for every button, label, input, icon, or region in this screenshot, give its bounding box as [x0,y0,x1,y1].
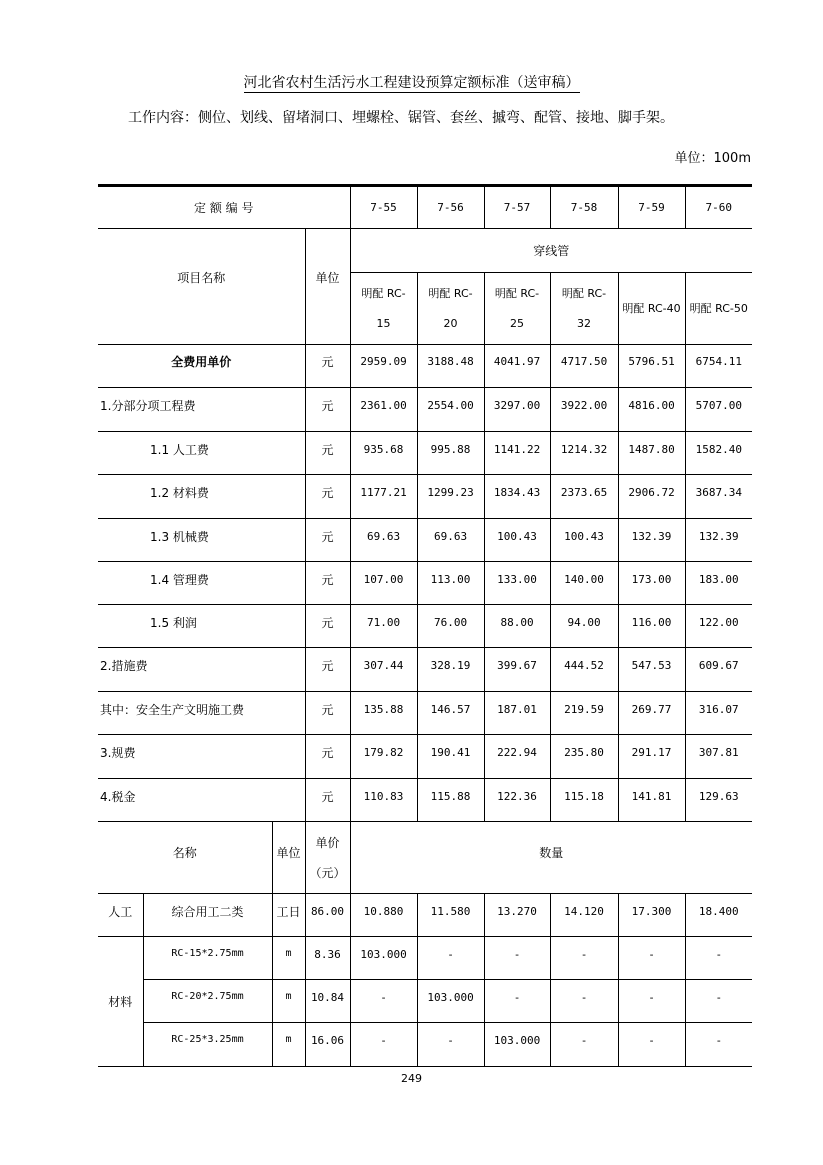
cost-value: 269.77 [618,692,685,735]
cost-name: 1.3 机械费 [98,519,305,562]
cost-row [98,519,752,562]
cost-value: 69.63 [350,519,417,562]
cost-value: 173.00 [618,562,685,605]
sub-item-line1: 明配 RC- [494,286,540,300]
material-quantity: - [417,1023,484,1067]
price-header-line1: 单价 [315,835,340,850]
quota-table [98,184,752,1067]
material-price: 10.84 [305,980,350,1023]
quota-code: 7-57 [484,186,550,229]
cost-name: 1.分部分项工程费 [98,388,305,432]
cost-unit: 元 [305,475,350,519]
cost-row [98,735,752,779]
material-quantity: - [685,1023,752,1067]
cost-value: 187.01 [484,692,550,735]
material-quantity: - [484,980,550,1023]
cost-value: 3687.34 [685,475,752,519]
cost-row [98,475,752,519]
quota-code: 7-60 [685,186,752,229]
quantity-header: 数量 [350,822,752,894]
cost-value: 129.63 [685,779,752,822]
sub-item-line1: 明配 RC-50 [689,301,748,315]
cost-value: 100.43 [550,519,618,562]
cost-value: 3188.48 [417,345,484,388]
cost-value: 135.88 [350,692,417,735]
document-title-text: 河北省农村生活污水工程建设预算定额标准（送审稿） [243,75,580,91]
cost-value: 115.88 [417,779,484,822]
material-quantity: - [685,980,752,1023]
work-content: 工作内容：侧位、划线、留堵洞口、埋螺栓、锯管、套丝、摵弯、配管、接地、脚手架。 [128,110,674,126]
quota-code: 7-55 [350,186,417,229]
labor-quantity: 10.880 [350,894,417,937]
material-quantity: - [550,1023,618,1067]
cost-unit: 元 [305,432,350,475]
material-price: 16.06 [305,1023,350,1067]
cost-name: 1.2 材料费 [98,475,305,519]
cost-row [98,605,752,648]
cost-unit: 元 [305,562,350,605]
cost-value: 444.52 [550,648,618,692]
cost-value: 110.83 [350,779,417,822]
material-quantity: 103.000 [417,980,484,1023]
sub-item-line2: 32 [577,316,592,330]
cost-value: 2361.00 [350,388,417,432]
sub-item-line1: 明配 RC- [361,286,406,300]
quota-code: 7-59 [618,186,685,229]
material-unit: m [272,937,305,980]
group-header-row [98,229,752,273]
cost-value: 1582.40 [685,432,752,475]
cost-value: 5707.00 [685,388,752,432]
cost-value: 133.00 [484,562,550,605]
cost-value: 113.00 [417,562,484,605]
material-name: RC-20*2.75mm [143,980,272,1023]
material-price: 8.36 [305,937,350,980]
cost-unit: 元 [305,519,350,562]
sub-item-line1: 明配 RC- [428,286,473,300]
sub-item-line1: 明配 RC-40 [622,301,681,315]
material-quantity: - [484,937,550,980]
resource-name-header: 名称 [98,822,272,894]
sub-item-header [350,273,417,345]
cost-value: 1214.32 [550,432,618,475]
cost-value: 69.63 [417,519,484,562]
material-quantity: - [618,1023,685,1067]
labor-quantity: 11.580 [417,894,484,937]
cost-value: 4041.97 [484,345,550,388]
sub-item-header [685,273,752,345]
cost-value: 4717.50 [550,345,618,388]
cost-value: 291.17 [618,735,685,779]
sub-item-header [550,273,618,345]
cost-value: 190.41 [417,735,484,779]
cost-name: 4.税金 [98,779,305,822]
sub-item-header [417,273,484,345]
cost-value: 307.81 [685,735,752,779]
cost-value: 328.19 [417,648,484,692]
cost-value: 399.67 [484,648,550,692]
cost-name: 3.规费 [98,735,305,779]
material-quantity: - [618,937,685,980]
resource-header-row [98,822,752,894]
cost-value: 179.82 [350,735,417,779]
quota-code-label: 定 额 编 号 [98,186,350,229]
material-name: RC-25*3.25mm [143,1023,272,1067]
material-name: RC-15*2.75mm [143,937,272,980]
material-quantity: - [685,937,752,980]
material-quantity: - [550,937,618,980]
cost-value: 122.00 [685,605,752,648]
material-quantity: - [350,980,417,1023]
unit-header: 单位 [305,229,350,345]
labor-name: 综合用工二类 [143,894,272,937]
cost-value: 132.39 [618,519,685,562]
cost-value: 2554.00 [417,388,484,432]
cost-value: 316.07 [685,692,752,735]
cost-value: 76.00 [417,605,484,648]
labor-quantity: 14.120 [550,894,618,937]
cost-value: 122.36 [484,779,550,822]
material-quantity: - [550,980,618,1023]
material-quantity: - [618,980,685,1023]
cost-row [98,562,752,605]
cost-value: 132.39 [685,519,752,562]
cost-value: 5796.51 [618,345,685,388]
cost-value: 1299.23 [417,475,484,519]
quota-code: 7-56 [417,186,484,229]
material-row [98,937,752,980]
quota-code: 7-58 [550,186,618,229]
cost-value: 94.00 [550,605,618,648]
cost-value: 1834.43 [484,475,550,519]
material-row [98,980,752,1023]
sub-item-line2: 15 [376,316,391,330]
page-number: 249 [401,1072,422,1085]
sub-item-header [484,273,550,345]
cost-value: 222.94 [484,735,550,779]
cost-value: 115.18 [550,779,618,822]
cost-value: 1487.80 [618,432,685,475]
cost-value: 4816.00 [618,388,685,432]
cost-row [98,432,752,475]
material-quantity: - [417,937,484,980]
cost-value: 2906.72 [618,475,685,519]
material-category: 材料 [98,937,143,1067]
cost-name: 全费用单价 [98,345,305,388]
sub-item-line1: 明配 RC- [561,286,607,300]
cost-unit: 元 [305,692,350,735]
cost-value: 609.67 [685,648,752,692]
cost-name: 2.措施费 [98,648,305,692]
cost-row [98,648,752,692]
labor-quantity: 18.400 [685,894,752,937]
labor-category: 人工 [98,894,143,937]
unit-label: 单位：100m [674,151,751,166]
cost-unit: 元 [305,345,350,388]
cost-value: 307.44 [350,648,417,692]
material-row [98,1023,752,1067]
cost-value: 88.00 [484,605,550,648]
cost-name: 1.1 人工费 [98,432,305,475]
labor-row [98,894,752,937]
cost-value: 3297.00 [484,388,550,432]
quota-code-row [98,186,752,229]
cost-unit: 元 [305,735,350,779]
group-header: 穿线管 [350,229,752,273]
cost-unit: 元 [305,605,350,648]
cost-value: 140.00 [550,562,618,605]
cost-value: 183.00 [685,562,752,605]
sub-item-line2: 20 [443,316,458,330]
cost-row [98,692,752,735]
cost-value: 71.00 [350,605,417,648]
cost-unit: 元 [305,648,350,692]
sub-item-line2: 25 [510,316,525,330]
cost-value: 235.80 [550,735,618,779]
labor-quantity: 13.270 [484,894,550,937]
cost-value: 935.68 [350,432,417,475]
resource-unit-header: 单位 [272,822,305,894]
cost-value: 116.00 [618,605,685,648]
cost-value: 6754.11 [685,345,752,388]
sub-item-header [618,273,685,345]
material-quantity: 103.000 [350,937,417,980]
cost-name: 1.4 管理费 [98,562,305,605]
cost-value: 1141.22 [484,432,550,475]
cost-value: 3922.00 [550,388,618,432]
resource-price-header [305,822,350,894]
cost-value: 100.43 [484,519,550,562]
cost-name: 其中：安全生产文明施工费 [98,692,305,735]
cost-value: 2959.09 [350,345,417,388]
cost-value: 219.59 [550,692,618,735]
material-quantity: 103.000 [484,1023,550,1067]
cost-value: 547.53 [618,648,685,692]
item-name-header: 项目名称 [98,229,305,345]
cost-unit: 元 [305,388,350,432]
cost-row [98,388,752,432]
document-title [0,72,823,92]
cost-value: 2373.65 [550,475,618,519]
cost-value: 146.57 [417,692,484,735]
material-unit: m [272,980,305,1023]
cost-unit: 元 [305,779,350,822]
labor-price: 86.00 [305,894,350,937]
material-quantity: - [350,1023,417,1067]
cost-value: 995.88 [417,432,484,475]
labor-quantity: 17.300 [618,894,685,937]
cost-row [98,779,752,822]
cost-name: 1.5 利润 [98,605,305,648]
cost-row-total [98,345,752,388]
cost-value: 107.00 [350,562,417,605]
material-unit: m [272,1023,305,1067]
cost-value: 141.81 [618,779,685,822]
cost-value: 1177.21 [350,475,417,519]
labor-unit: 工日 [272,894,305,937]
price-header-line2: （元） [309,865,346,880]
